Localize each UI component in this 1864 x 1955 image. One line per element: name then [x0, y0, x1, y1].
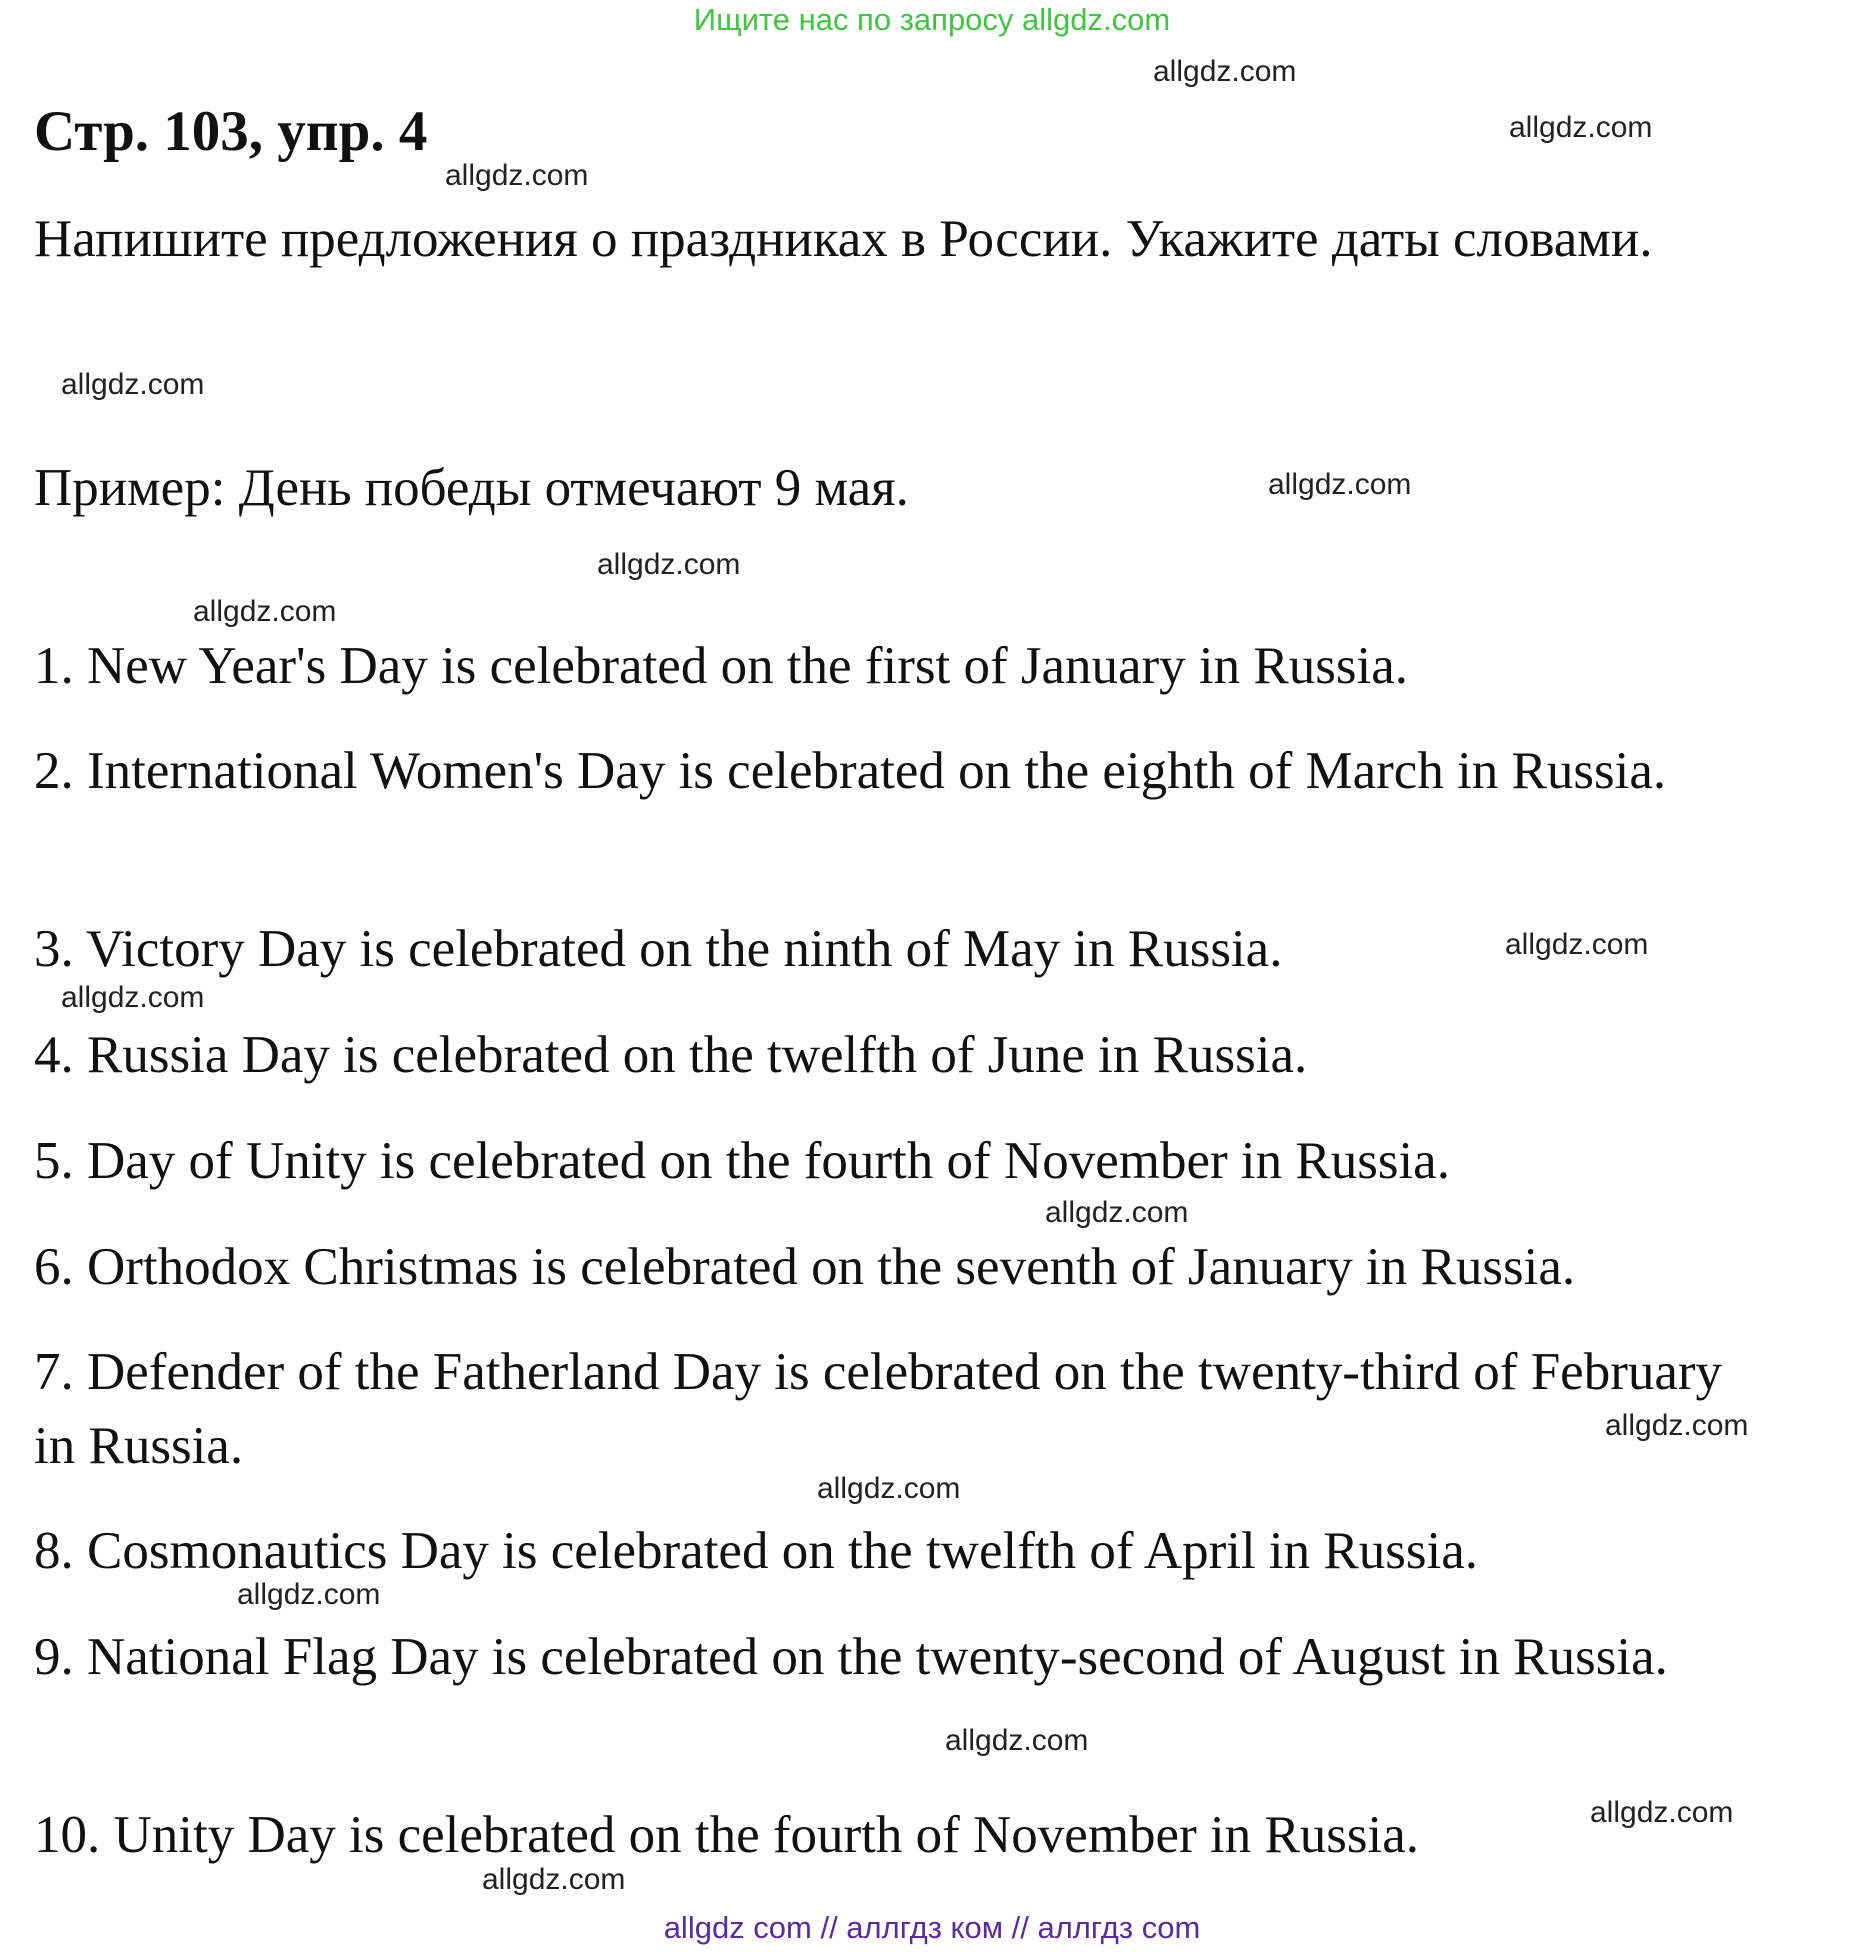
watermark: allgdz.com: [193, 595, 337, 628]
watermark: allgdz.com: [237, 1578, 381, 1611]
answer-item: 7. Defender of the Fatherland Day is celebrated on the twenty-third of February in Russia.: [34, 1343, 1723, 1475]
watermark: allgdz.com: [597, 548, 741, 581]
watermark: allgdz.com: [61, 981, 205, 1014]
answer-item: 2. International Women's Day is celebrated on the eighth of March in Russia.: [34, 742, 1667, 800]
watermark: allgdz.com: [1268, 468, 1412, 501]
watermark: allgdz.com: [482, 1863, 626, 1896]
top-banner[interactable]: Ищите нас по запросу allgdz.com: [693, 2, 1171, 37]
answer-item: 10. Unity Day is celebrated on the fourth of November in Russia.: [34, 1806, 1420, 1864]
watermark: allgdz.com: [1505, 928, 1649, 961]
watermark: allgdz.com: [445, 159, 589, 192]
answer-item: 1. New Year's Day is celebrated on the first of January in Russia.: [34, 637, 1408, 695]
answer-item: 4. Russia Day is celebrated on the twelfth of June in Russia.: [34, 1026, 1308, 1084]
answer-item: 6. Orthodox Christmas is celebrated on the seventh of January in Russia.: [34, 1238, 1576, 1296]
watermark: allgdz.com: [817, 1472, 961, 1505]
watermark: allgdz.com: [1045, 1196, 1189, 1229]
answer-item: 8. Cosmonautics Day is celebrated on the twelfth of April in Russia.: [34, 1522, 1478, 1580]
watermark: allgdz.com: [61, 368, 205, 401]
answer-item: 3. Victory Day is celebrated on the ninth of May in Russia.: [34, 920, 1283, 978]
watermark: allgdz.com: [1153, 55, 1297, 88]
watermark: allgdz.com: [1590, 1796, 1734, 1829]
watermark: allgdz.com: [1605, 1409, 1749, 1442]
watermark: allgdz.com: [945, 1724, 1089, 1757]
task-instructions: Напишите предложения о праздниках в России. Укажите даты словами.: [34, 210, 1653, 268]
task-example: Пример: День победы отмечают 9 мая.: [34, 459, 909, 517]
answer-item: 5. Day of Unity is celebrated on the fourth of November in Russia.: [34, 1132, 1450, 1190]
footer-links[interactable]: allgdz com // аллгдз ком // аллгдз com: [663, 1910, 1201, 1945]
watermark: allgdz.com: [1509, 111, 1653, 144]
answer-item: 9. National Flag Day is celebrated on the twenty-second of August in Russia.: [34, 1628, 1668, 1686]
page-title: Стр. 103, упр. 4: [34, 100, 428, 163]
